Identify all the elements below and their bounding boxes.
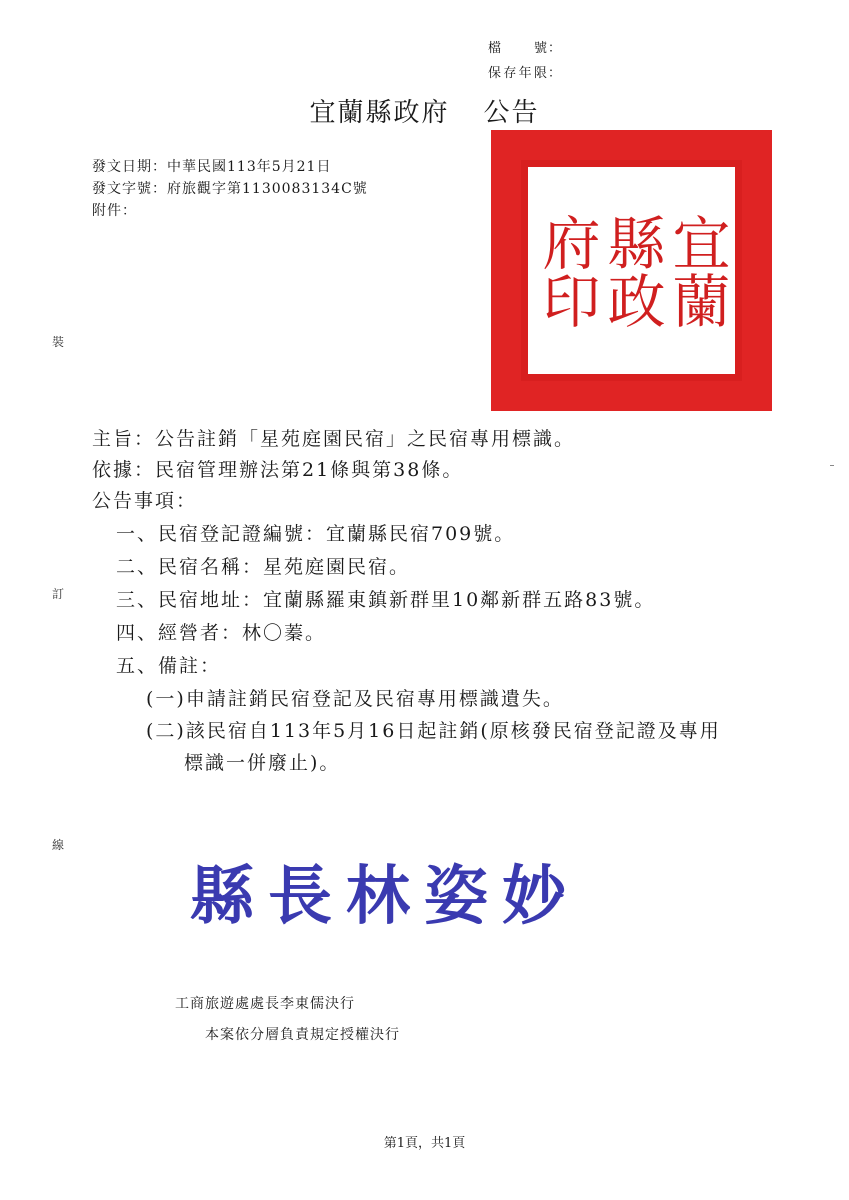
document-number: 發文字號：府旅觀字第1130083134C號	[92, 181, 368, 197]
seal-column-3: 府印	[532, 212, 601, 329]
item-5: 五、備註：	[116, 655, 222, 677]
agency-name: 宜蘭縣政府	[309, 98, 450, 128]
page-number: 第1頁，共1頁	[383, 1136, 466, 1151]
official-seal	[491, 130, 772, 411]
item-3: 三、民宿地址：宜蘭縣羅東鎮新群里10鄰新群五路83號。	[116, 589, 656, 611]
seal-frame	[521, 160, 742, 381]
item-4: 四、經營者：林〇蓁。	[116, 622, 327, 644]
binding-mark-top: 裝	[52, 335, 65, 349]
filing-info	[488, 36, 562, 86]
document-type: 公告	[483, 98, 540, 128]
basis: 依據：民宿管理辦法第21條與第38條。	[92, 459, 464, 481]
document-title	[0, 92, 849, 129]
items-heading: 公告事項：	[92, 490, 198, 512]
file-number-row: 檔號：	[488, 36, 562, 61]
issue-date: 發文日期：中華民國113年5月21日	[92, 159, 332, 175]
seal-column-1: 宜蘭	[662, 212, 731, 329]
remark-1: (一)申請註銷民宿登記及民宿專用標識遺失。	[146, 688, 564, 710]
binding-mark-middle: 訂	[52, 587, 65, 601]
remark-2: (二)該民宿自113年5月16日起註銷(原核發民宿登記證及專用	[146, 720, 721, 742]
attachment: 附件：	[92, 203, 137, 219]
stray-mark	[830, 465, 834, 466]
seal-column-2: 縣政	[597, 212, 666, 329]
binding-mark-bottom: 線	[52, 838, 65, 852]
approval-line: 工商旅遊處處長李東儒決行	[175, 996, 355, 1012]
retention-row: 保存年限：	[488, 61, 562, 86]
retention-label: 保存年限	[488, 66, 548, 81]
subject: 主旨：公告註銷「星苑庭園民宿」之民宿專用標識。	[92, 428, 576, 450]
file-number-label: 檔號	[488, 41, 548, 56]
document-meta	[92, 156, 368, 222]
item-2: 二、民宿名稱：星苑庭園民宿。	[116, 556, 411, 578]
item-1: 一、民宿登記證編號：宜蘭縣民宿709號。	[116, 523, 516, 545]
magistrate-signature: 縣長林姿妙	[190, 859, 580, 934]
delegation-line: 本案依分層負責規定授權決行	[205, 1027, 400, 1043]
remark-2-continued: 標識一併廢止)。	[184, 752, 341, 774]
